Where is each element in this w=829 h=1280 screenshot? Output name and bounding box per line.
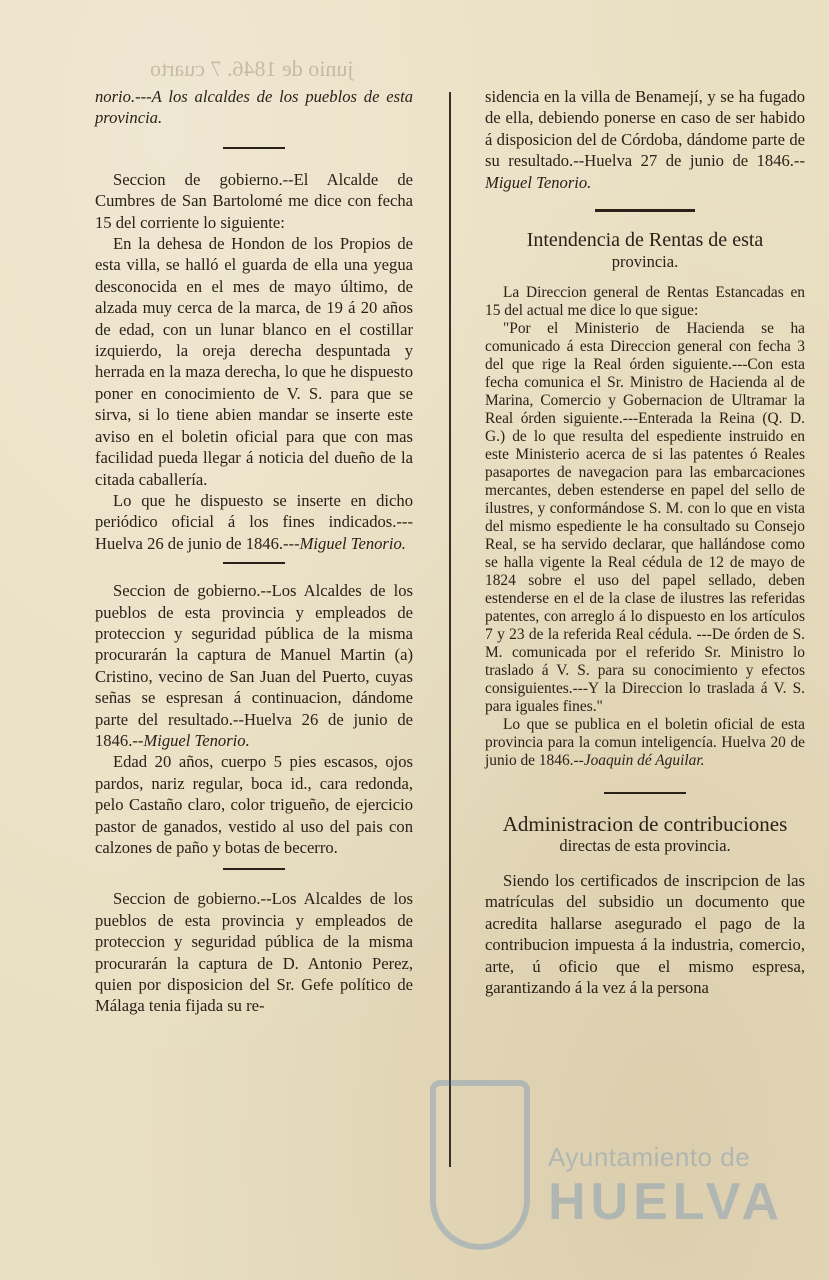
left-paragraph-5: Edad 20 años, cuerpo 5 pies escasos, ojos pardos, nariz regular, boca id., cara redonda, pelo Castaño claro, color trigueño, de ejercicio pastor de ganados, vestido al uso del pais con calzones de paño y botas de becerro.: [95, 752, 413, 857]
right-paragraph-0: sidencia en la villa de Benamejí, y se ha fugado de ella, debiendo ponerse en caso de ser habido á disposicion del de Córdoba, dándome parte de su resultado.--Huelva 27 de junio de 1846.--Miguel Tenorio.: [485, 87, 805, 192]
intendencia-body: [485, 284, 805, 770]
right-paragraph-3: Lo que se publica en el boletin oficial de esta provincia para la comun inteligencía. Huelva 20 de junio de 1846.--Joaquin dé Aguilar.: [485, 716, 805, 770]
bleed-through-text: junio de 1846. 7 cuarto: [150, 56, 354, 81]
watermark-line-2: HUELVA: [548, 1173, 785, 1231]
watermark-line-1: Ayuntamiento de: [548, 1142, 751, 1172]
separator-rule: [604, 792, 686, 794]
section-subheading-administracion: directas de esta provincia.: [559, 836, 731, 856]
left-paragraph-3: Lo que he dispuesto se inserte en dicho periódico oficial á los fines indicados.--- Huelva 26 de junio de 1846.---Miguel Tenorio.: [95, 490, 413, 553]
separator-rule: [223, 562, 285, 564]
left-paragraph-0: norio.---A los alcaldes de los pueblos de esta provincia.: [95, 87, 413, 128]
section-heading-intendencia: Intendencia de Rentas de esta: [526, 229, 764, 252]
left-paragraph-2: En la dehesa de Hondon de los Propios de esta villa, se halló el guarda de ella una yegua desconocida en el mes de mayo último, de alzada muy cerca de la marca, de 19 á 20 años de edad, con un lunar blanco en el costillar izquierdo, la oreja derecha despuntada y herrada en la maza derecha, lo que he dispuesto poner en conocimiento de V. S. para que se sirva, si lo tiene abien mandar se inserte este aviso en el boletin oficial para que con mas facilidad pueda llegar á noticia del dueño de la citada caballería.: [95, 234, 413, 489]
separator-rule: [223, 147, 285, 149]
left-paragraph-1: Seccion de gobierno.--El Alcalde de Cumbres de San Bartolomé me dice con fecha 15 del corriente lo siguiente:: [95, 169, 413, 232]
right-paragraph-1: La Direccion general de Rentas Estancadas en 15 del actual me dice lo que sigue:: [485, 284, 805, 320]
column-divider: [449, 92, 451, 1167]
right-paragraph-4: Siendo los certificados de inscripcion de las matrículas del subsidio un documento que acredita hallarse asegurado el pago de la contribucion impuesta á la industria, comercio, arte, ú oficio que el mismo espresa, garantizando á la vez á la persona: [485, 871, 805, 998]
left-paragraph-4: Seccion de gobierno.--Los Alcaldes de los pueblos de esta provincia y empleados de proteccion y seguridad pública de la misma procurarán la captura de Manuel Martin (a) Cristino, vecino de San Juan del Puerto, cuyas señas se espresan á continuacion, dándome parte del resultado.--Huelva 26 de junio de 1846.--Miguel Tenorio.: [95, 581, 413, 750]
shield-icon: [430, 1080, 530, 1250]
separator-rule: [223, 868, 285, 870]
separator-rule: [595, 209, 695, 212]
right-paragraph-2: "Por el Ministerio de Hacienda se ha comunicado á esta Direccion general con fecha 3 del que rige la Real órden siguiente.---Con esta fecha comunica el Sr. Ministro de Hacienda al de Marina, Comercio y Gobernacion de Ultramar la Real órden siguiente.---Enterada la Reina (Q. D. G.) de lo que resulta del espediente instruido en este Ministerio acerca de si las patentes ó Reales pasaportes de navegacion para las embarcaciones mercantes, deben estenderse en papel del sello de ilustres, y conformándose S. M. con lo que en vista del mismo espediente le ha consultado su Consejo Real, se ha servido declarar, que hallándose como se halla vigente la Real cédula de 12 de mayo de 1824 sobre el uso del papel sellado, deben estenderse en el de la clase de ilustres las referidas patentes, con arreglo á lo dispuesto en los artículos 7 y 23 de la referida Real cédula. ---De órden de S. M. comunicada por el referido Sr. Ministro lo traslado á V. S. para su conocimiento y efectos consiguientes.---Y la Direccion lo traslada á V. S. para iguales fines.": [485, 320, 805, 716]
right-column: [485, 86, 805, 998]
left-paragraph-6: Seccion de gobierno.--Los Alcaldes de los pueblos de esta provincia y empleados de proteccion y seguridad pública de la misma procurarán la captura de D. Antonio Perez, quien por disposicion del Sr. Gefe político de Málaga tenia fijada su re-: [95, 889, 413, 1016]
archive-watermark: [430, 1080, 790, 1260]
left-column: [95, 86, 413, 1017]
section-heading-administracion: Administracion de contribuciones: [502, 812, 788, 837]
section-subheading-intendencia: provincia.: [611, 252, 679, 272]
